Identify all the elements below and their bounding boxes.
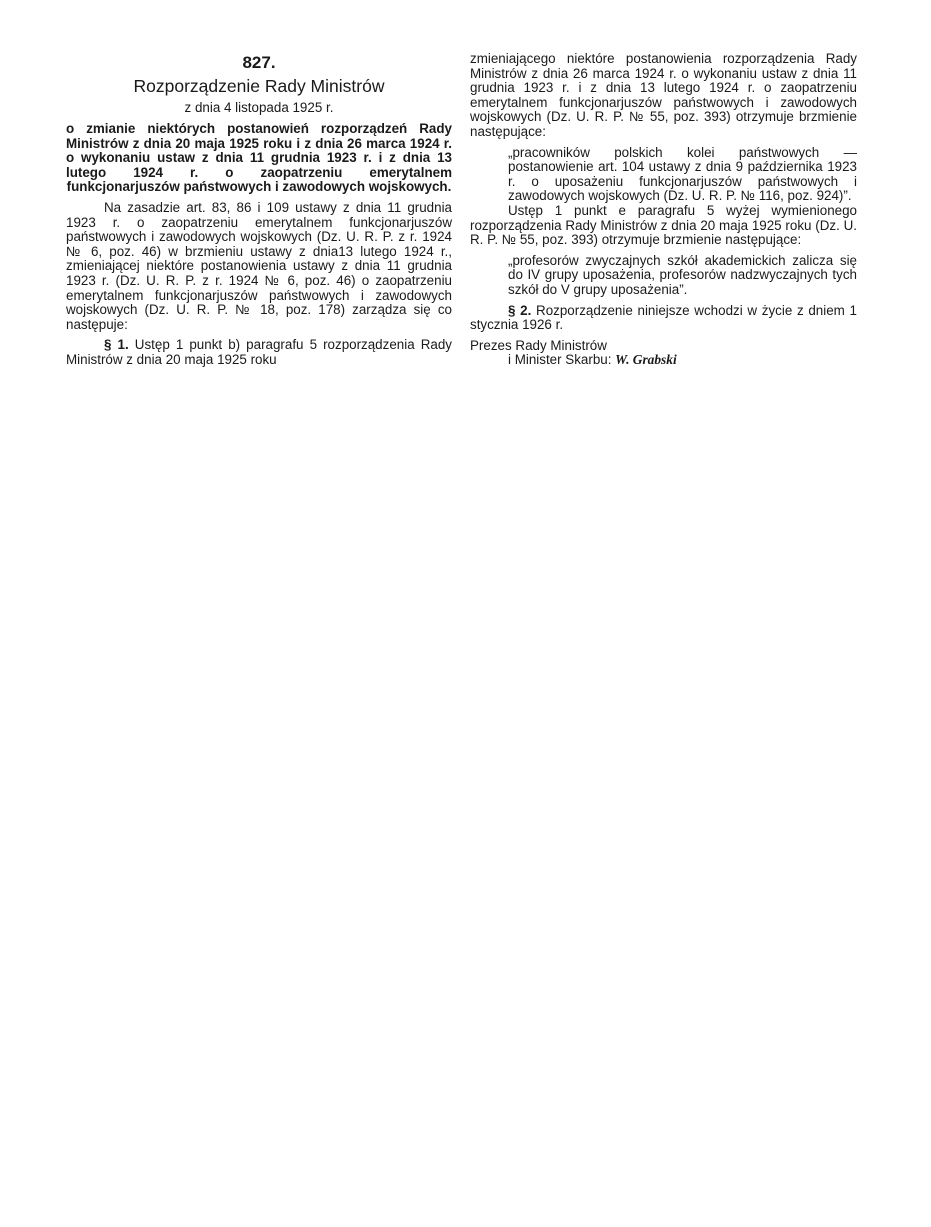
signature-line-1: Prezes Rady Ministrów xyxy=(470,337,607,353)
act-subject: o zmianie niektórych postanowień rozporządzeń Rady Ministrów z dnia 20 maja 1925 roku i z dnia 26 marca 1924 r. o wykonaniu ustaw z dnia 11 grudnia 1923 r. i z dnia 13 lutego 1924 r. o zaopatrzeniu emerytalnem funkcjonarjuszów państwowych i zawodowych wojskowych. xyxy=(66,121,452,195)
signer-name: W. Grabski xyxy=(615,352,677,368)
section-2 xyxy=(470,304,857,333)
left-column xyxy=(66,52,452,368)
signature-line-2 xyxy=(508,353,857,368)
section-2-mark: § 2. xyxy=(508,302,532,318)
preamble: Na zasadzie art. 83, 86 i 109 ustawy z dnia 11 grudnia 1923 r. o zaopatrzeniu emerytalnem funkcjonarjuszów państwowych i zawodowych wojskowych (Dz. U. R. P. z r. 1924 № 6, poz. 46) w brzmieniu ustawy z dnia13 lutego 1924 r., zmieniającej niektóre postanowienia ustawy z dnia 11 grudnia 1923 r. (Dz. U. R. P. z r. 1924 № 6, poz. 46) o zaopatrzeniu emerytalnem funkcjonarjuszów państwowych i zawodowych wojskowych (Dz. U. R. P. № 18, poz. 178) zarządza się co następuje: xyxy=(66,199,452,332)
section-1-paragraph-2: Ustęp 1 punkt e paragrafu 5 wyżej wymienionego rozporządzenia Rady Ministrów z dnia 20 maja 1925 roku (Dz. U. R. P. № 55, poz. 393) otrzymuje brzmienie następujące: xyxy=(470,202,857,248)
section-1-mark: § 1. xyxy=(104,337,129,353)
section-1-start xyxy=(66,338,452,367)
right-column xyxy=(470,52,857,368)
act-date: z dnia 4 listopada 1925 r. xyxy=(184,100,334,115)
quote-professors: „profesorów zwyczajnych szkół akademickich zalicza się do IV grupy uposażenia, profesorów nadzwyczajnych tych szkół do V grupy uposażenia”. xyxy=(508,252,857,297)
section-1-continuation: zmieniającego niektóre postanowienia rozporządzenia Rady Ministrów z dnia 26 marca 1924 r. o wykonaniu ustaw z dnia 11 grudnia 1923 r. i z dnia 13 lutego 1924 r. o zaopatrzeniu emerytalnem funkcjonarjuszów państwowych i zawodowych wojskowych (Dz. U. R. P. № 55, poz. 393) otrzymuje brzmienie następujące: xyxy=(470,51,857,139)
signature-role: i Minister Skarbu: xyxy=(508,352,612,368)
act-title: Rozporządzenie Rady Ministrów xyxy=(133,76,385,96)
act-number: 827. xyxy=(242,53,276,72)
section-2-text: Rozporządzenie niniejsze wchodzi w życie z dniem 1 stycznia 1926 r. xyxy=(470,302,857,333)
section-1-text-start: Ustęp 1 punkt b) paragrafu 5 rozporządzenia Rady Ministrów z dnia 20 maja 1925 roku xyxy=(66,337,452,367)
quote-railway-workers: „pracowników polskich kolei państwowych — postanowienie art. 104 ustawy z dnia 9 października 1923 r. o uposażeniu funkcjonarjuszów państwowych i zawodowych wojskowych (Dz. U. R. P. № 116, poz. 924)”. xyxy=(508,144,857,204)
